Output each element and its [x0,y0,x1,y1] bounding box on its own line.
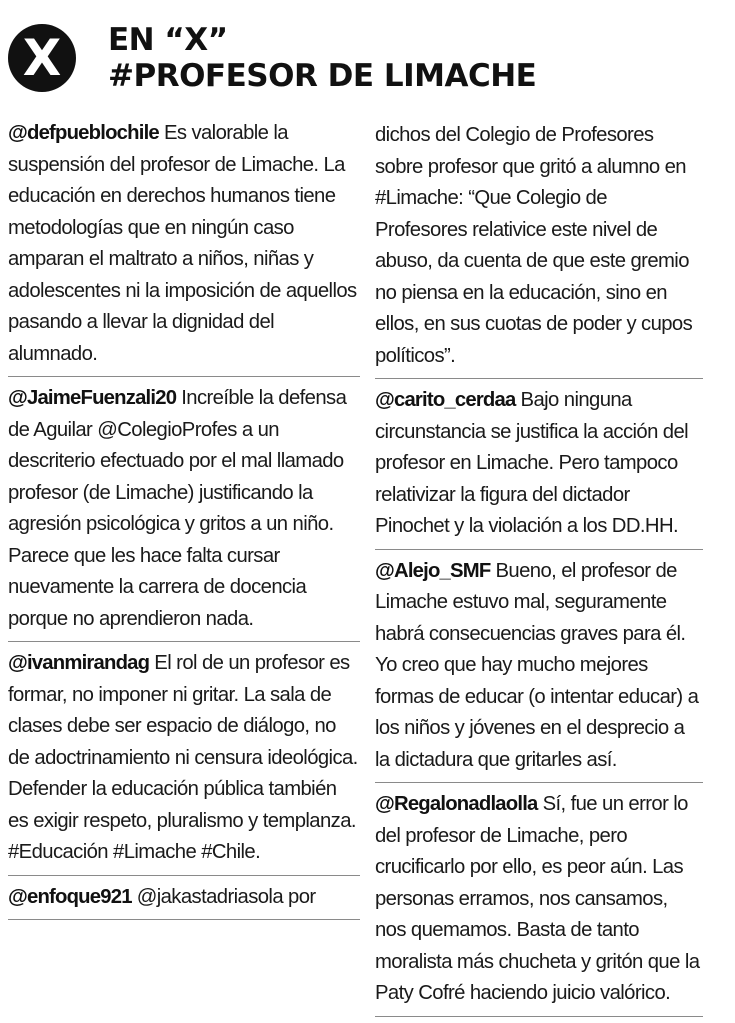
section-header [8,22,708,104]
left-column [8,118,360,926]
post-handle: @defpueblochile [8,122,159,144]
post [375,556,703,784]
post [8,118,360,377]
post-text: Bajo ninguna circunstancia se justifica la acción del profesor en Limache. Pero tampoco relativizar la figura del dictador Pinochet y la violación a los DD.HH. [375,389,689,537]
post-handle: @carito_cerdaa [375,389,516,411]
post [8,383,360,642]
post-text: Increíble la defensa de Aguilar @ColegioProfes a un descriterio efectuado por el mal llamado profesor (de Limache) justificando la agresión psicológica y gritos a un niño. Parece que les hace falta cursar nuevamente la carrera de docencia porque no aprendieron nada. [8,387,347,630]
section-title [108,22,536,94]
post-handle: @Alejo_SMF [375,559,491,582]
right-column [375,120,703,1023]
post-handle: @enfoque921 [8,885,132,908]
post [375,385,703,550]
x-logo-badge: X [8,24,76,92]
post-handle: @JaimeFuenzali20 [8,387,177,409]
post-handle: @ivanmirandag [8,652,150,674]
post-text: Sí, fue un error lo del profesor de Limache, pero crucificarlo por ello, es peor aún. Las personas erramos, nos cansamos, nos quemamos. Basta de tanto moralista más chucheta y gritón que la Paty Cofré haciendo juicio valórico. [375,793,700,1004]
title-line-2: #PROFESOR DE LIMACHE [108,58,537,94]
post-text: @jakastadriasola por [136,885,316,908]
title-line-1: EN “X” [108,22,228,58]
post [8,648,360,876]
post-continuation: dichos del Colegio de Profesores sobre profesor que gritó a alumno en #Limache: “Que Colegio de Profesores relativice este nivel de abuso, da cuenta de que este gremio no piensa en la educación, sino en ellos, en sus cuotas de poder y cupos políticos”. [375,120,703,379]
post-text: Es valorable la suspensión del profesor de Limache. La educación en derechos humanos tiene metodologías que en ningún caso amparan el maltrato a niños, niñas y adolescentes ni la imposición de aquellos pasando a llevar la dignidad del alumnado. [8,122,357,365]
post-handle: @Regalonadlaolla [375,793,538,815]
post-text: El rol de un profesor es formar, no imponer ni gritar. La sala de clases debe ser espacio de diálogo, no de adoctrinamiento ni censura ideológica. Defender la educación pública también es exigir respeto, pluralismo y templanza. #Educación #Limache #Chile. [8,652,358,863]
post [8,882,360,921]
post-text: Bueno, el profesor de Limache estuvo mal, seguramente habrá consecuencias graves para él. Yo creo que hay mucho mejores formas de educar (o intentar educar) a los niños y jóvenes en el desprecio a la dictadura que gritarles así. [375,559,699,771]
post [375,789,703,1017]
